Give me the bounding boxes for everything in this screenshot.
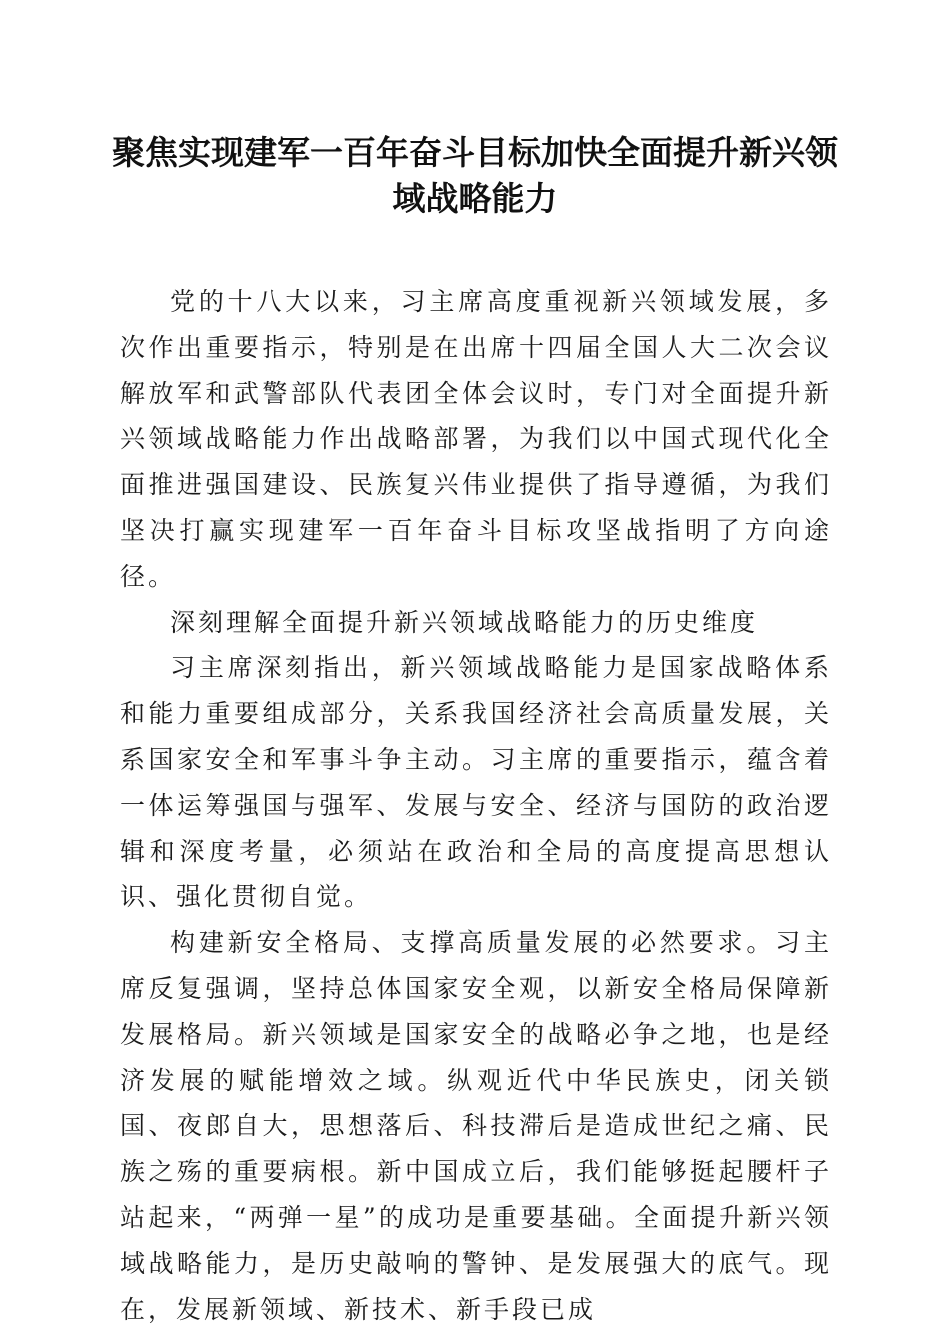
paragraph-security-development: 构建新安全格局、支撑高质量发展的必然要求。习主席反复强调，坚持总体国家安全观，以新安全格局保障新发展格局。新兴领域是国家安全的战略必争之地，也是经济发展的赋能增效之域。纵观近代中华民族史，闭关锁国、夜郎自大，思想落后、科技滞后是造成世纪之痛、民族之殇的重要病根。新中国成立后，我们能够挺起腰杆子站起来，“两弹一星”的成功是重要基础。全面提升新兴领域战略能力，是历史敲响的警钟、是发展强大的底气。现在，发展新领域、新技术、新手段已成 (120, 928, 832, 1324)
paragraph-historical-dimension: 习主席深刻指出，新兴领域战略能力是国家战略体系和能力重要组成部分，关系我国经济社会高质量发展，关系国家安全和军事斗争主动。习主席的重要指示，蕴含着一体运筹强国与强军、发展与安全、经济与国防的政治逻辑和深度考量，必须站在政治和全局的高度提高思想认识、强化贯彻自觉。 (120, 653, 832, 912)
document-body (120, 279, 832, 1332)
paragraph-intro: 党的十八大以来，习主席高度重视新兴领域发展，多次作出重要指示，特别是在出席十四届全国人大二次会议解放军和武警部队代表团全体会议时，专门对全面提升新兴领域战略能力作出战略部署，为我们以中国式现代化全面推进强国建设、民族复兴伟业提供了指导遵循，为我们坚决打赢实现建军一百年奋斗目标攻坚战指明了方向途径。 (120, 287, 832, 591)
section-heading: 深刻理解全面提升新兴领域战略能力的历史维度 (170, 607, 759, 637)
document-title: 聚焦实现建军一百年奋斗目标加快全面提升新兴领域战略能力 (112, 133, 838, 218)
